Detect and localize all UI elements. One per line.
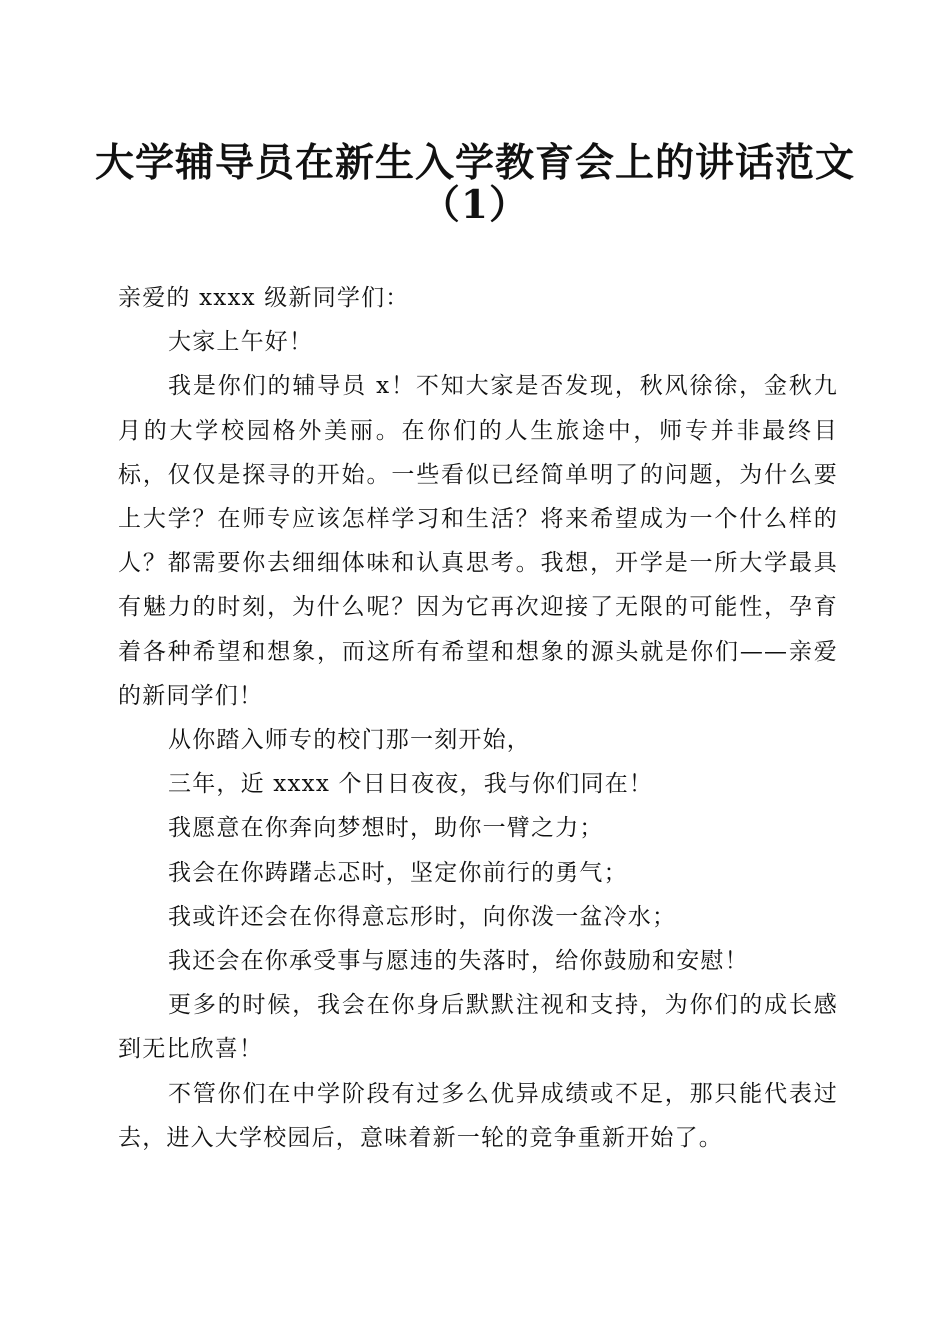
- paragraph-line: 三年，近 xxxx 个日日夜夜，我与你们同在！: [168, 771, 654, 798]
- document-title: 大学辅导员在新生入学教育会上的讲话范文: [94, 140, 855, 186]
- salutation: 亲爱的 xxxx 级新同学们：: [118, 285, 410, 311]
- paragraph-line: 我或许还会在你得意忘形时，向你泼一盆冷水；: [168, 903, 677, 930]
- paragraph-line: 我还会在你承受事与愿违的失落时，给你鼓励和安慰！: [168, 948, 749, 975]
- paragraph-line: 从你踏入师专的校门那一刻开始，: [168, 727, 531, 754]
- paragraph-introduction: 我是你们的辅导员 x！不知大家是否发现，秋风徐徐，金秋九月的大学校园格外美丽。在你们的人生旅途中，师专并非最终目标，仅仅是探寻的开始。一些看似已经简单明了的问题，为什么要上大学？在师专应该怎样学习和生活？将来希望成为一个什么样的人？都需要你去细细体味和认真思考。我想，开学是一所大学最具有魅力的时刻，为什么呢？因为它再次迎接了无限的可能性，孕育着各种希望和想象，而这所有希望和想象的源头就是你们——亲爱的新同学们！: [118, 373, 838, 709]
- paragraph-competition: 不管你们在中学阶段有过多么优异成绩或不足，那只能代表过去，进入大学校园后，意味着新一轮的竞争重新开始了。: [118, 1080, 838, 1151]
- paragraph-line: 我会在你踌躇忐忑时，坚定你前行的勇气；: [168, 859, 628, 886]
- paragraph-support: 更多的时候，我会在你身后默默注视和支持，为你们的成长感到无比欣喜！: [118, 992, 838, 1063]
- paragraph-line: 我愿意在你奔向梦想时，助你一臂之力；: [168, 815, 604, 842]
- document-body: [118, 276, 838, 1160]
- document-title-number: （1）: [420, 182, 530, 228]
- paragraph-greeting: 大家上午好！: [168, 329, 314, 356]
